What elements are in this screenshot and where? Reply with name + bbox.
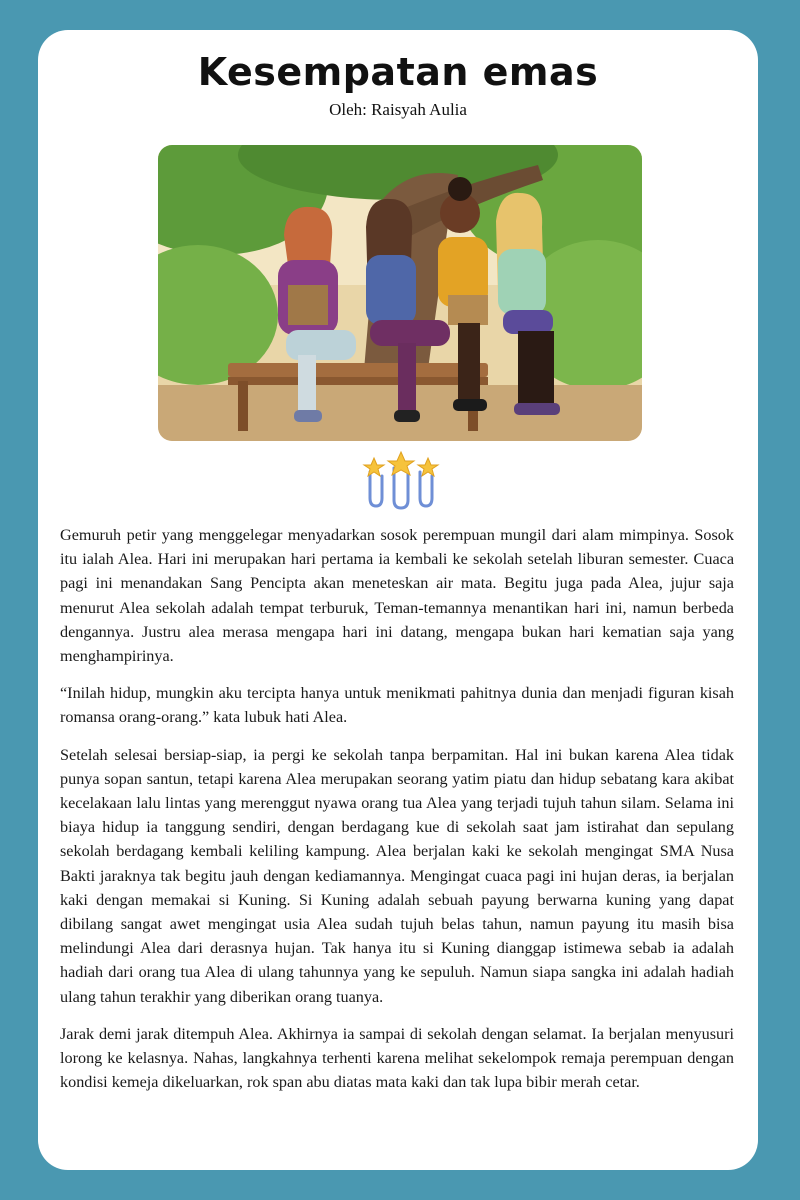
page-card <box>38 30 758 1170</box>
story-paragraph-3: Setelah selesai bersiap-siap, ia pergi ke sekolah tanpa berpamitan. Hal ini bukan karena Alea tidak punya sopan santun, tetapi karena Alea merupakan seorang yatim piatu dan hidup sebatang kara akibat kecelakaan lalu lintas yang merenggut nyawa orang tua Alea yang terjadi tujuh tahun silam. Selama ini biaya hidup ia tanggung sendiri, dengan berdagang kue di sekolah saat jam istirahat dan sepulang sekolah berdagang kembali keliling kampung. Alea berjalan kaki ke sekolah mengingat SMA Nusa Bakti jaraknya tak begitu jauh dengan kediamannya. Mengingat cuaca pagi ini hujan deras, ia berjalan kaki dengan memakai si Kuning. Si Kuning adalah sebuah payung berwarna kuning yang dapat dibilang sangat awet mengingat usia Alea sudah tujuh belas tahun, namun payung itu masih bisa melindungi Alea dari derasnya hujan. Tak hanya itu si Kuning dianggap istimewa sebab ia adalah hadiah dari orang tua Alea di ulang tahunnya yang ke sepuluh. Namun siapa sangka ini adalah hadiah ulang tahun terakhir yang diberikan orang tuanya. <box>60 745 734 1006</box>
story-paragraph-4: Jarak demi jarak ditempuh Alea. Akhirnya ia sampai di sekolah dengan selamat. Ia berjalan menyusuri lorong ke kelasnya. Nahas, langkahnya terhenti karena melihat sekelompok remaja perempuan dengan kondisi kemeja dikeluarkan, rok span abu diatas mata kaki dan tak lupa bibir merah cetar. <box>60 1024 734 1092</box>
page-title: Kesempatan emas <box>197 50 599 94</box>
story-paragraph-1: Gemuruh petir yang menggelegar menyadarkan sosok perempuan mungil dari alam mimpinya. Sosok itu ialah Alea. Hari ini merupakan hari pertama ia kembali ke sekolah setelah liburan semester. Cuaca pagi ini menandakan Sang Pencipta akan meneteskan air mata. Begitu juga pada Alea, jujur saja menurut Alea sekolah adalah tempat terburuk, Teman-temannya menantikan hari ini, namun berbeda dengannya. Justru alea merasa mengapa hari ini datang, mengapa bukan hari kematian saja yang menghampirinya. <box>60 526 734 666</box>
author-line: Oleh: Raisyah Aulia <box>329 100 467 119</box>
story-paragraph-2: “Inilah hidup, mungkin aku tercipta hanya untuk menikmati pahitnya dunia dan menjadi figuran kisah romansa orang-orang.” kata lubuk hati Alea. <box>60 684 734 727</box>
star-paperclips-icon <box>356 450 446 510</box>
four-girls-on-bench-illustration <box>158 145 642 441</box>
story-text <box>60 523 734 1107</box>
